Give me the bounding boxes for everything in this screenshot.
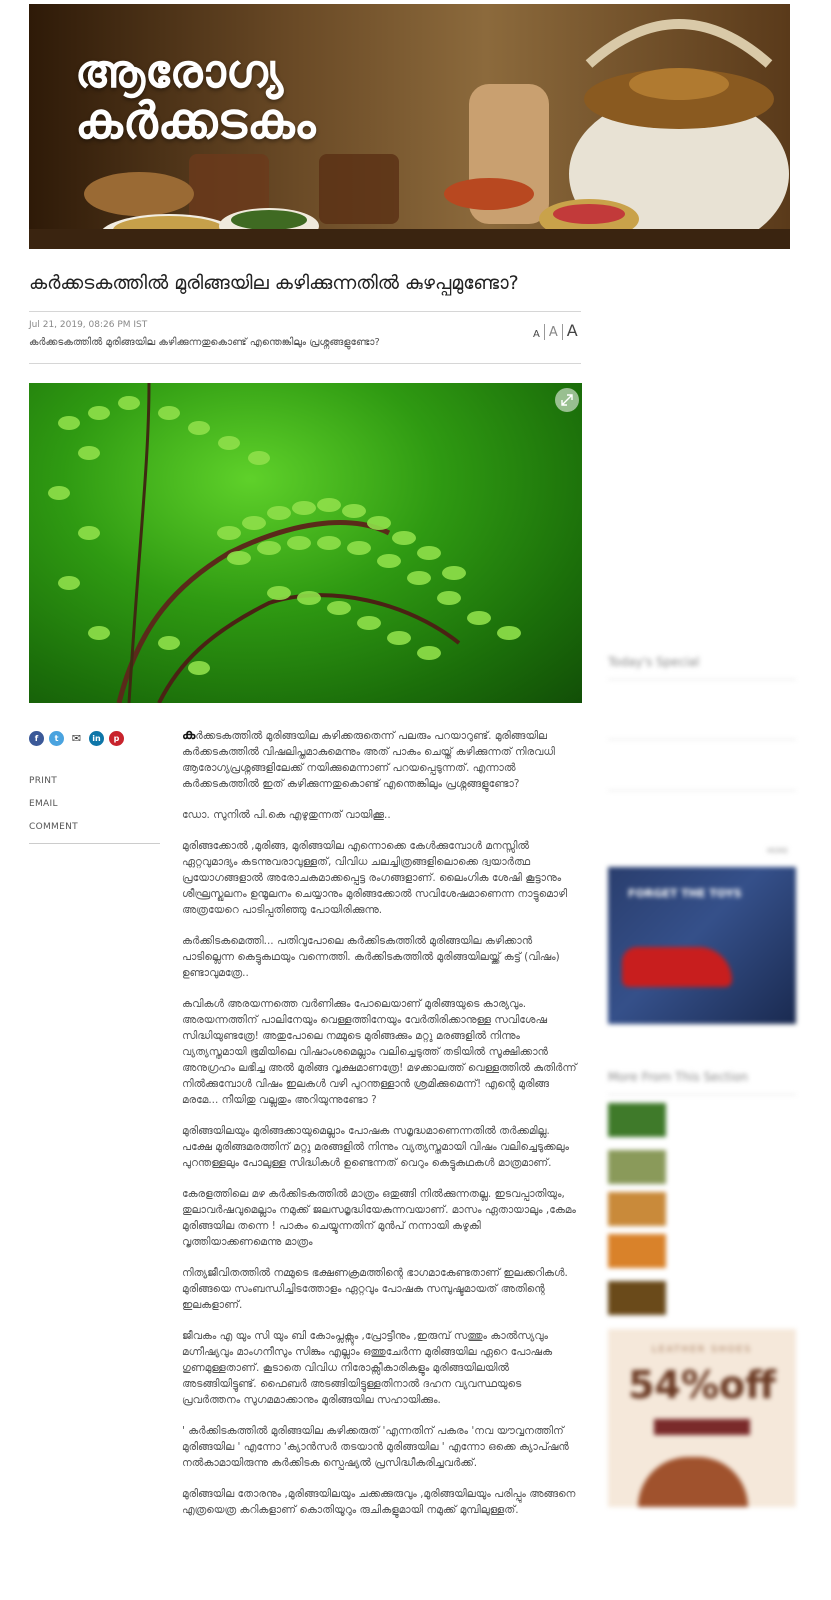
story-thumbnail <box>608 1103 666 1137</box>
story-title <box>672 1234 675 1273</box>
divider <box>608 739 796 740</box>
font-size-small-button[interactable]: A <box>533 329 540 340</box>
article-paragraph: കർക്കടകത്തിൽ മുരിങ്ങയില കഴിക്കരുതെന്ന് പലരും പറയാറുണ്ട്. മുരിങ്ങയില കർക്കടകത്തിൽ വിഷലിപ്തമാകുമെന്നും അത് പാകം ചെയ്ത് കഴിക്കുന്നത് നിരവധി ആരോഗ്യപ്രശ്നങ്ങളിലേക്ക് നയിക്കുമെന്നാണ് പറയപ്പെടുന്നത്. എന്നാൽ കർക്കടകത്തിൽ ഇത് കഴിക്കുന്നതുകൊണ്ട് എന്തെങ്കിലും പ്രശ്നങ്ങളുണ്ടോ? <box>182 727 555 790</box>
font-size-large-button[interactable]: A <box>566 321 578 340</box>
story-thumbnail <box>608 1234 666 1268</box>
right-rail <box>608 655 796 1507</box>
list-item[interactable] <box>608 1234 796 1273</box>
more-link[interactable]: MORE <box>767 847 788 855</box>
shoe-image <box>638 1457 748 1507</box>
todays-special-heading: Today's Special <box>608 655 700 669</box>
divider <box>544 324 545 340</box>
story-thumbnail <box>608 1150 666 1184</box>
mail-icon[interactable]: ✉ <box>69 731 84 746</box>
story-thumbnail <box>608 1281 666 1315</box>
banner-title-line1: ആരോഗ്യ <box>75 44 284 98</box>
rail-category-label <box>608 686 796 694</box>
article-paragraph: മുരിങ്ങയില തോരനും ,മുരിങ്ങയിലയും ചക്കക്കുരുവും ,മുരിങ്ങയിലയും പരിപ്പും അങ്ങനെ എത്രയെത്ര കറികളാണ് കൊതിയൂറും രുചികളുമായി നമുക്ക് മുമ്പിലുള്ളത്. <box>182 1488 576 1516</box>
story-thumbnail <box>608 1192 666 1226</box>
font-size-controls <box>533 321 578 340</box>
article-paragraph: നിത്യജീവിതത്തിൽ നമ്മുടെ ഭക്ഷണക്രമത്തിന്റെ ഭാഗമാകേണ്ടതാണ് ഇലക്കറികൾ. മുരിങ്ങയെ സംബന്ധിച്ചിടത്തോളം ഏറ്റവും പോഷക സമ്പുഷ്ടമായത് അതിന്റെ ഇലകളാണ്. <box>182 1267 568 1311</box>
rail-category-label <box>608 750 796 758</box>
list-item[interactable] <box>608 1103 796 1142</box>
article-actions <box>29 776 78 845</box>
story-title <box>672 1281 675 1315</box>
divider <box>29 843 160 844</box>
car-advertisement[interactable] <box>608 867 796 1024</box>
article-paragraph: ഡോ. സുനിൽ പി.കെ എഴുതുന്നത് വായിക്കൂ.. <box>182 809 391 821</box>
rail-story-link[interactable] <box>608 758 796 784</box>
article-paragraph: കർക്കിടകമെത്തി... പതിവുപോലെ കർക്കിടകത്തിൽ മുരിങ്ങയില കഴിക്കാൻ പാടില്ലെന്ന കെട്ടുകഥയും വന്നെത്തി. കർക്കിടകത്തിൽ മുരിങ്ങയിലയ്ക്ക് കട്ട് (വിഷം) ഉണ്ടാവുമത്രേ.. <box>182 935 560 979</box>
expand-icon <box>561 394 573 406</box>
rail-category-label <box>608 801 796 809</box>
divider <box>562 324 563 340</box>
rail-story-link[interactable] <box>608 694 796 733</box>
section-banner[interactable] <box>29 4 790 249</box>
rail-story-link[interactable] <box>608 809 796 835</box>
story-title <box>672 1192 675 1226</box>
article-paragraph: ' കർക്കിടകത്തിൽ മുരിങ്ങയില കഴിക്കരുത് 'എന്നതിന് പകരം 'നവ യൗവ്വനത്തിന് മുരിങ്ങയില ' എന്നോ 'ക്യാൻസർ തടയാൻ മുരിങ്ങയില ' എന്നോ ഒക്കെ ക്യാപ്ഷൻ നൽകാമായിരുന്നു കർക്കിടക സ്പെഷ്യൽ പ്രസിദ്ധീകരിച്ചവർക്ക്. <box>182 1425 569 1469</box>
article-paragraph: കവികൾ അരയന്നത്തെ വർണിക്കും പോലെയാണ് മുരിങ്ങയുടെ കാര്യവും. അരയന്നത്തിന് പാലിനേയും വെള്ളത്തിനേയും വേർതിരിക്കാനുള്ള സവിശേഷ സിദ്ധിയുണ്ടത്രേ! അതുപോലെ നമ്മുടെ മുരിങ്ങക്കും മറ്റു മരങ്ങളിൽ നിന്നും വ്യത്യസ്തമായി ഭൂമിയിലെ വിഷാംശമെല്ലാം വലിച്ചെടുത്ത് തടിയിൽ സൂക്ഷിക്കാൻ അനുഗ്രഹം ലഭിച്ച അൽ മുരിങ്ങ വൃക്ഷമാണത്രേ! മഴക്കാലത്ത് വെള്ളത്തിൽ കുതിർന്ന് നിൽക്കുമ്പോൾ വിഷം ഇലകൾ വഴി പുറന്തള്ളാൻ ശ്രമിക്കുമെന്ന്! എന്റെ മുരിങ്ങ മരമേ... നീയിതു വല്ലതും അറിയുന്നുണ്ടോ ? <box>182 998 577 1106</box>
article-dateline: Jul 21, 2019, 08:26 PM IST <box>29 320 148 330</box>
story-title <box>672 1103 675 1142</box>
article-paragraph: ജീവകം എ യും സി യും ബി കോംപ്ലക്സും ,പ്രോട്ടീനും ,ഇരുമ്പ് സത്തും കാൽസ്യവും മഗ്നീഷ്യവും മാംഗനീസും സിങ്കും എല്ലാം ഒത്തുചേർന്ന മുരിങ്ങയില ഏറെ പോഷക ഗുണമുള്ളതാണ്. കൂടാതെ വിവിധ നിരോക്സീകാരികളും മുരിങ്ങയിലയിൽ അടങ്ങിയിട്ടുണ്ട്. ഫൈബർ അടങ്ങിയിട്ടുള്ളതിനാൽ ദഹന വ്യവസ്ഥയുടെ പ്രവർത്തനം സുഗമമാക്കാനും മുരിങ്ങയില സഹായിക്കും. <box>182 1330 553 1406</box>
article-headline: കർക്കടകത്തിൽ മുരിങ്ങയില കഴിക്കുന്നതിൽ കുഴപ്പമുണ്ടോ? <box>29 272 519 294</box>
twitter-icon[interactable]: t <box>49 731 64 746</box>
font-size-medium-button[interactable]: A <box>548 325 558 340</box>
article-paragraph: മുരിങ്ങക്കോൽ ,മുരിങ്ങ, മുരിങ്ങയില എന്നൊക്കെ കേൾക്കുമ്പോൾ മനസ്സിൽ ഏറ്റവുമാദ്യം കടന്നുവരാവുള്ളത്, വിവിധ ചലച്ചിത്രങ്ങളിലൊക്കെ ദ്വയാർത്ഥ പ്രയോഗങ്ങളാൽ അരോചകമാക്കപ്പെട്ട രംഗങ്ങളാണ്. ലൈംഗിക ശേഷി കൂട്ടാനും ശീഘ്രസ്ഖലനം ഉന്മൂലനം ചെയ്യാനും മുരിങ്ങക്കോൽ സവിശേഷമാണെന്ന നാട്ടുമൊഴി അത്രയേറെ പാടിപ്പതിഞ്ഞു പോയിരിക്കുന്നു. <box>182 840 568 916</box>
moringa-leaves-artwork <box>29 383 582 703</box>
shoe-ad-heading: LEATHER SHOES <box>651 1345 753 1355</box>
linkedin-icon[interactable]: in <box>89 731 104 746</box>
shoe-ad-button <box>654 1419 750 1435</box>
story-title <box>672 1150 675 1184</box>
facebook-icon[interactable]: f <box>29 731 44 746</box>
divider <box>29 363 581 364</box>
share-bar <box>29 731 124 746</box>
print-link[interactable]: PRINT <box>29 776 58 786</box>
article-subtitle: കർക്കടകത്തിൽ മുരിങ്ങയില കഴിക്കുന്നതുകൊണ്ട് എന്തെങ്കിലും പ്രശ്നങ്ങളുണ്ടോ? <box>29 337 380 348</box>
article-paragraph: മുരിങ്ങയിലയും മുരിങ്ങക്കായുമെല്ലാം പോഷക സമൃദ്ധമാണെന്നതിൽ തർക്കമില്ല. പക്ഷേ മുരിങ്ങമരത്തിന് മറ്റു മരങ്ങളിൽ നിന്നും വ്യത്യസ്തമായി വിഷം വലിച്ചെടുക്കലും പുറന്തള്ളലും പോലുള്ള സിദ്ധികൾ ഉണ്ടെന്നത് വെറും കെട്ടുകഥകൾ മാത്രമാണ്. <box>182 1125 570 1169</box>
car-image <box>622 947 732 987</box>
shoe-advertisement[interactable] <box>608 1329 796 1507</box>
email-link[interactable]: EMAIL <box>29 799 58 809</box>
car-ad-text: FORGET THE TOYS <box>628 887 742 900</box>
list-item[interactable] <box>608 1192 796 1226</box>
list-item[interactable] <box>608 1150 796 1184</box>
article-body <box>182 727 578 1533</box>
more-from-section-heading: More From This Section <box>608 1070 749 1084</box>
divider <box>608 790 796 791</box>
hero-image-moringa-leaves <box>29 383 582 703</box>
expand-image-button[interactable] <box>555 388 579 412</box>
banner-title-line2: കർക്കടകം <box>75 92 316 150</box>
list-item[interactable] <box>608 1281 796 1315</box>
divider <box>608 679 796 680</box>
shoe-ad-discount: 54%off <box>628 1363 776 1407</box>
divider <box>608 1094 796 1095</box>
banner-title <box>75 44 316 150</box>
article-paragraph: കേരളത്തിലെ മഴ കർക്കിടകത്തിൽ മാത്രം ഒതുങ്ങി നിൽക്കുന്നതല്ല. ഇടവപ്പാതിയും, തുലാവർഷവുമെല്ലാം നമുക്ക് ജലസമൃദ്ധിയേകുന്നവയാണ്. മാസം ഏതായാലും ,കേമം മുരിങ്ങയില തന്നെ ! പാകം ചെയ്യുന്നതിന് മുൻപ് നന്നായി കഴുകി വൃത്തിയാക്കണമെന്നു മാത്രം <box>182 1188 576 1248</box>
pinterest-icon[interactable]: p <box>109 731 124 746</box>
comment-link[interactable]: COMMENT <box>29 822 78 832</box>
divider <box>29 311 581 312</box>
